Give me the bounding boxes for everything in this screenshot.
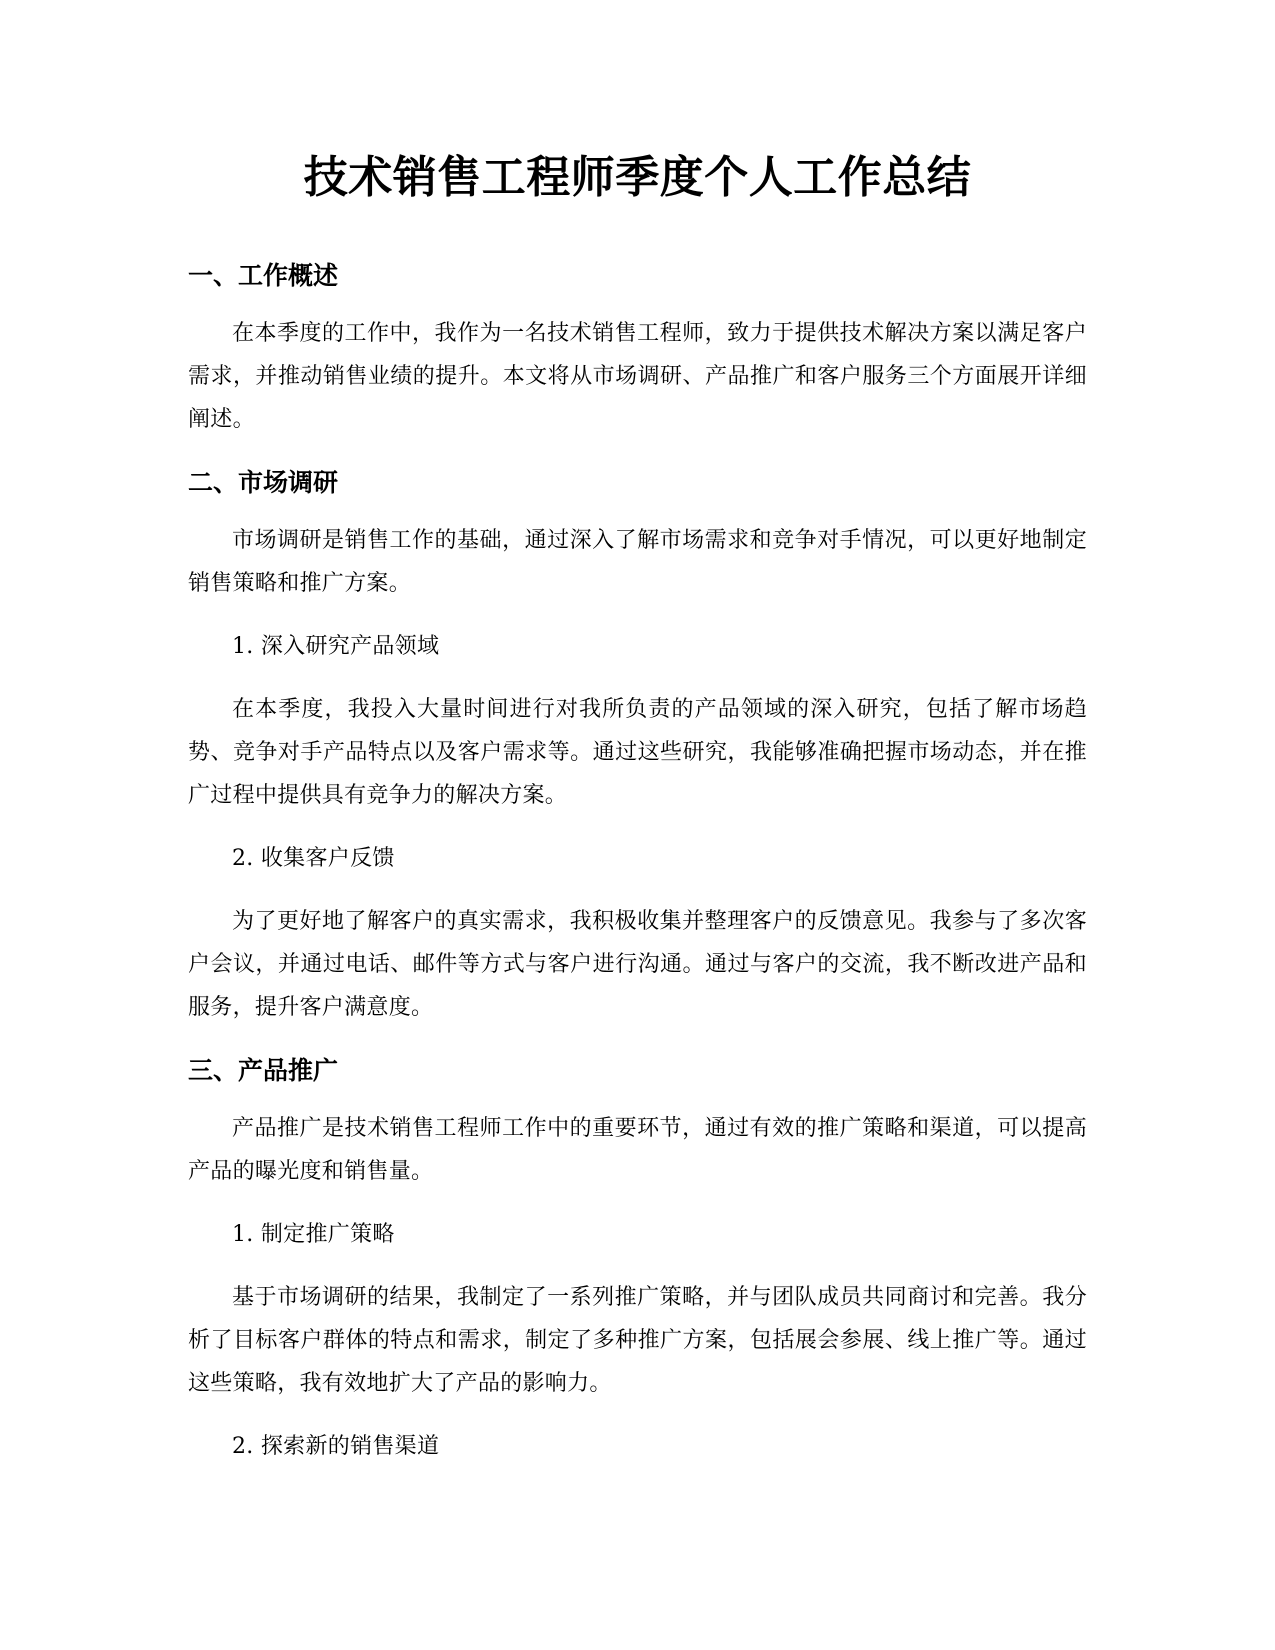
subsection-label-new-sales-channels: 2. 探索新的销售渠道: [232, 1434, 440, 1459]
section-heading-overview: 一、工作概述: [188, 261, 339, 290]
document-title: 技术销售工程师季度个人工作总结: [303, 152, 972, 203]
subsection-label-customer-feedback: 2. 收集客户反馈: [232, 846, 395, 871]
section-heading-market-research: 二、市场调研: [188, 468, 339, 497]
product-promotion-intro: 产品推广是技术销售工程师工作中的重要环节，通过有效的推广策略和渠道，可以提高产品的曝光度和销售量。: [188, 1116, 1087, 1184]
section-heading-product-promotion: 三、产品推广: [188, 1056, 339, 1085]
market-research-intro: 市场调研是销售工作的基础，通过深入了解市场需求和竞争对手情况，可以更好地制定销售策略和推广方案。: [188, 528, 1087, 596]
product-research-paragraph: 在本季度，我投入大量时间进行对我所负责的产品领域的深入研究，包括了解市场趋势、竞争对手产品特点以及客户需求等。通过这些研究，我能够准确把握市场动态，并在推广过程中提供具有竞争力的解决方案。: [188, 697, 1087, 808]
subsection-label-promotion-strategy: 1. 制定推广策略: [232, 1222, 395, 1247]
customer-feedback-paragraph: 为了更好地了解客户的真实需求，我积极收集并整理客户的反馈意见。我参与了多次客户会议，并通过电话、邮件等方式与客户进行沟通。通过与客户的交流，我不断改进产品和服务，提升客户满意度。: [188, 909, 1087, 1020]
subsection-label-product-research: 1. 深入研究产品领域: [232, 634, 440, 659]
overview-paragraph: 在本季度的工作中，我作为一名技术销售工程师，致力于提供技术解决方案以满足客户需求，并推动销售业绩的提升。本文将从市场调研、产品推广和客户服务三个方面展开详细阐述。: [188, 321, 1087, 432]
promotion-strategy-paragraph: 基于市场调研的结果，我制定了一系列推广策略，并与团队成员共同商讨和完善。我分析了目标客户群体的特点和需求，制定了多种推广方案，包括展会参展、线上推广等。通过这些策略，我有效地扩大了产品的影响力。: [188, 1285, 1087, 1396]
